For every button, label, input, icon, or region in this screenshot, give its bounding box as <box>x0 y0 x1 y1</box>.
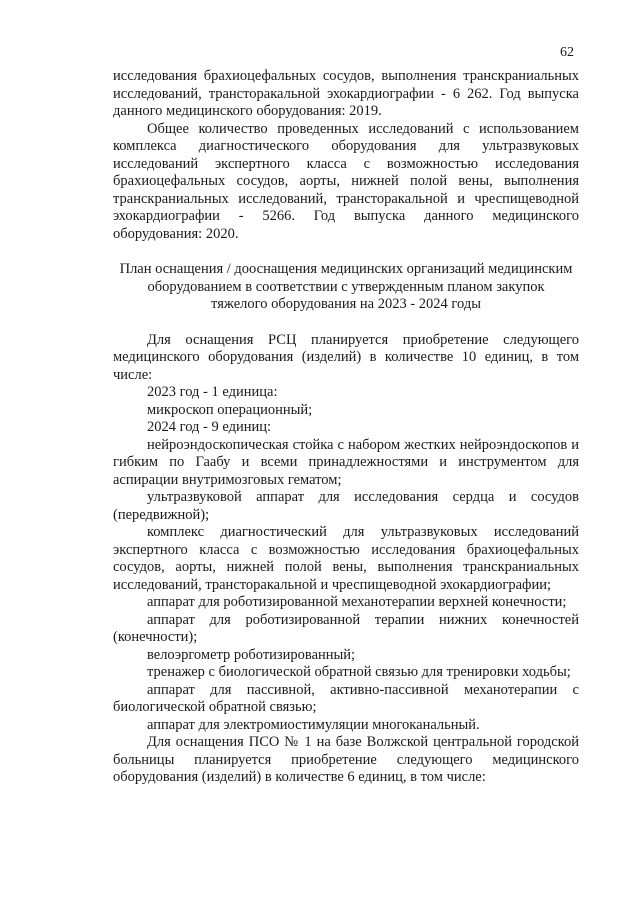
paragraph-pso-intro: Для оснащения ПСО № 1 на базе Волжской центральной городской больницы планируется приобретение следующего медицинского оборудования (изделий) в количестве 6 единиц, в том числе: <box>113 734 579 785</box>
heading-line-2: оборудованием в соответствии с утвержденным планом закупок <box>147 278 545 295</box>
heading-line-3: тяжелого оборудования на 2023 - 2024 годы <box>211 296 481 312</box>
equipment-item: ультразвуковой аппарат для исследования сердца и сосудов (передвижной); <box>113 489 579 523</box>
section-heading <box>113 261 579 314</box>
equipment-item: тренажер с биологической обратной связью для тренировки ходьбы; <box>147 664 571 680</box>
item-microscope: микроскоп операционный; <box>147 401 313 418</box>
equipment-item: аппарат для пассивной, активно-пассивной механотерапии с биологической обратной связью; <box>113 681 579 715</box>
equipment-item: нейроэндоскопическая стойка с набором жестких нейроэндоскопов и гибким по Гаабу и всеми принадлежностями и инструментом для аспирации внутримозговых гематом; <box>113 436 579 488</box>
paragraph-continuation: исследования брахиоцефальных сосудов, выполнения транскраниальных исследований, трансторакальной эхокардиографии - 6 262. Год выпуска данного медицинского оборудования: 2019. <box>113 68 579 119</box>
paragraph-total-studies: Общее количество проведенных исследований с использованием комплекса диагностического оборудования для ультразвуковых исследований экспертного класса с возможностью исследования брахиоцефальных сосудов, аорты, нижней полой вены, выполнения транскраниальных исследований, трансторакальной и чреспищеводной эхокардиографии - 5266. Год выпуска данного медицинского оборудования: 2020. <box>113 120 579 242</box>
equipment-item: велоэргометр роботизированный; <box>147 646 356 663</box>
year-2023-label: 2023 год - 1 единица: <box>147 384 278 400</box>
document-body <box>113 68 579 787</box>
equipment-item: комплекс диагностический для ультразвуковых исследований экспертного класса с возможностью исследования брахиоцефальных сосудов, аорты, нижней полой вены, выполнения транскраниальных исследований, трансторакальной и чреспищеводной эхокардиографии; <box>113 524 579 593</box>
equipment-item: аппарат для роботизированной терапии нижних конечностей (конечности); <box>113 611 579 645</box>
heading-line-1: План оснащения / дооснащения медицинских организаций медицинским <box>119 261 573 277</box>
equipment-item: аппарат для роботизированной механотерапии верхней конечности; <box>147 594 567 610</box>
paragraph-rsc-intro: Для оснащения РСЦ планируется приобретение следующего медицинского оборудования (изделий) в количестве 10 единиц, в том числе: <box>113 331 579 383</box>
equipment-item: аппарат для электромиостимуляции многоканальный. <box>147 716 480 733</box>
page-number: 62 <box>560 45 574 60</box>
year-2024-label: 2024 год - 9 единиц: <box>147 419 272 435</box>
